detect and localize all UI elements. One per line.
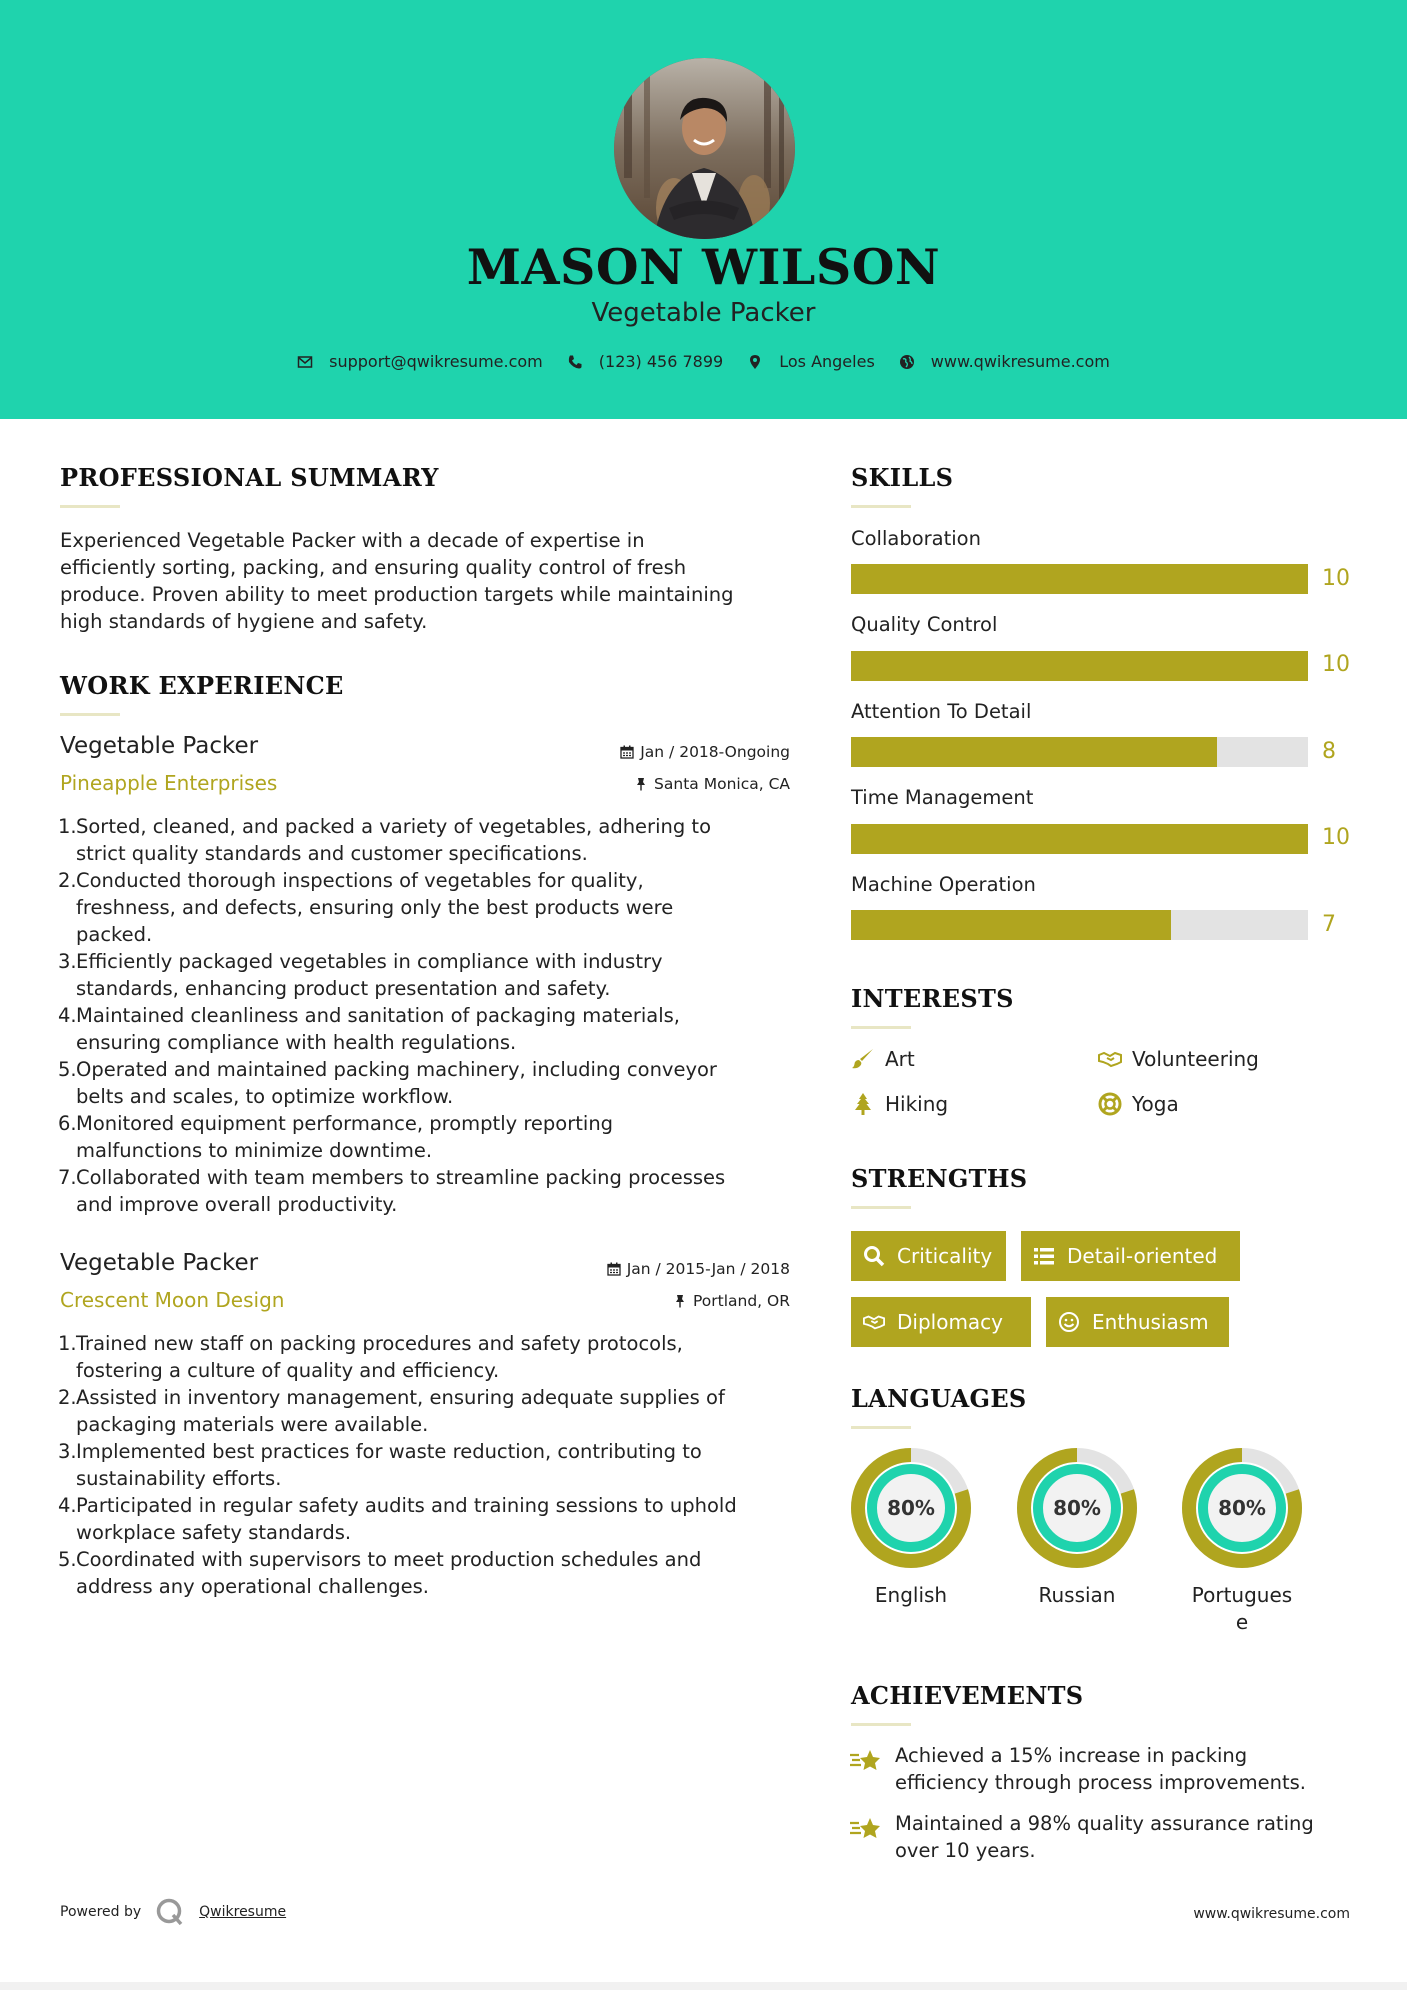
shooting-star-icon bbox=[849, 1814, 883, 1844]
interests-heading-rule bbox=[851, 1026, 911, 1029]
list-item bbox=[58, 948, 798, 1002]
list-line: Collaborated with team members to streamline packing processes bbox=[76, 1166, 726, 1189]
list-item bbox=[58, 1492, 798, 1546]
list-line: strict quality standards and customer specifications. bbox=[76, 842, 588, 865]
list-item bbox=[58, 1546, 798, 1600]
list-item bbox=[58, 867, 798, 948]
contact-website-text: www.qwikresume.com bbox=[930, 352, 1110, 371]
smile-icon bbox=[1058, 1311, 1080, 1333]
interests-heading: INTERESTS bbox=[851, 984, 1014, 1013]
phone-icon bbox=[567, 354, 583, 370]
job-location-text: Santa Monica, CA bbox=[654, 775, 790, 793]
calendar-icon bbox=[607, 1262, 621, 1276]
language-gauge bbox=[1181, 1447, 1303, 1569]
job-location-text: Portland, OR bbox=[692, 1292, 790, 1310]
strength-tag bbox=[851, 1297, 1031, 1347]
experience-heading: WORK EXPERIENCE bbox=[60, 671, 344, 700]
list-line: Efficiently packaged vegetables in compliance with industry bbox=[76, 950, 663, 973]
summary-line: produce. Proven ability to meet production targets while maintaining bbox=[60, 583, 734, 606]
envelope-icon bbox=[297, 354, 313, 370]
list-number: 5. bbox=[58, 1548, 77, 1571]
search-icon bbox=[863, 1245, 885, 1267]
powered-by-text: Powered by bbox=[60, 1904, 142, 1920]
calendar-icon bbox=[620, 745, 634, 759]
life-ring-icon bbox=[1098, 1092, 1122, 1116]
shooting-star-icon bbox=[849, 1746, 883, 1776]
achievement-line: efficiency through process improvements. bbox=[895, 1771, 1306, 1794]
achievements-heading-rule bbox=[851, 1723, 911, 1726]
skills-heading-rule bbox=[851, 505, 911, 508]
pushpin-icon bbox=[673, 1294, 687, 1308]
list-item bbox=[58, 1110, 798, 1164]
achievement-line: Achieved a 15% increase in packing bbox=[895, 1744, 1248, 1767]
list-line: Assisted in inventory management, ensuring adequate supplies of bbox=[76, 1386, 725, 1409]
achievement-item bbox=[849, 1742, 1306, 1796]
list-line: Operated and maintained packing machinery, including conveyor bbox=[76, 1058, 717, 1081]
language-ring-svg bbox=[1016, 1447, 1138, 1569]
strength-label: Enthusiasm bbox=[1092, 1310, 1209, 1334]
list-item bbox=[58, 1330, 798, 1384]
job-title: Vegetable Packer bbox=[60, 733, 259, 759]
strength-label: Criticality bbox=[897, 1244, 993, 1268]
list-line: Trained new staff on packing procedures and safety protocols, bbox=[76, 1332, 683, 1355]
interest-label: Hiking bbox=[885, 1092, 949, 1116]
interest-item bbox=[1098, 1047, 1259, 1071]
language-percent-label: 80% bbox=[887, 1496, 935, 1520]
job-responsibilities bbox=[58, 1330, 798, 1600]
list-line: Coordinated with supervisors to meet production schedules and bbox=[76, 1548, 702, 1571]
summary-heading-rule bbox=[60, 505, 120, 508]
candidate-role: Vegetable Packer bbox=[591, 298, 816, 328]
list-line: belts and scales, to optimize workflow. bbox=[76, 1085, 454, 1108]
experience-heading-rule bbox=[60, 713, 120, 716]
contact-website[interactable] bbox=[899, 352, 1110, 371]
footer-powered-by bbox=[60, 1897, 286, 1927]
list-line: packed. bbox=[76, 923, 153, 946]
job-company: Crescent Moon Design bbox=[60, 1288, 285, 1312]
interest-label: Art bbox=[885, 1047, 915, 1071]
list-number: 6. bbox=[58, 1112, 77, 1135]
list-number: 1. bbox=[58, 815, 77, 838]
skill-label: Time Management bbox=[851, 786, 1034, 809]
skill-value: 8 bbox=[1322, 739, 1336, 764]
language-gauge bbox=[1016, 1447, 1138, 1569]
interest-label: Yoga bbox=[1132, 1092, 1179, 1116]
handshake-icon bbox=[863, 1311, 885, 1333]
list-line: and improve overall productivity. bbox=[76, 1193, 398, 1216]
list-number: 4. bbox=[58, 1494, 77, 1517]
strengths-heading: STRENGTHS bbox=[851, 1164, 1028, 1193]
contact-email[interactable] bbox=[297, 352, 543, 371]
list-number: 1. bbox=[58, 1332, 77, 1355]
qwikresume-link[interactable]: Qwikresume bbox=[199, 1904, 287, 1920]
list-line: Conducted thorough inspections of vegetables for quality, bbox=[76, 869, 644, 892]
summary-text bbox=[60, 527, 734, 635]
skill-bar-fill bbox=[851, 824, 1308, 854]
list-line: ensuring compliance with health regulations. bbox=[76, 1031, 517, 1054]
contact-email-text: support@qwikresume.com bbox=[329, 352, 543, 371]
skill-bar-track bbox=[851, 737, 1308, 767]
list-line: workplace safety standards. bbox=[76, 1521, 352, 1544]
contact-location-text: Los Angeles bbox=[779, 352, 875, 371]
strength-tag bbox=[1021, 1231, 1240, 1281]
candidate-name: MASON WILSON bbox=[466, 238, 941, 296]
achievement-line: Maintained a 98% quality assurance rating bbox=[895, 1812, 1314, 1835]
list-number: 7. bbox=[58, 1166, 77, 1189]
languages-heading: LANGUAGES bbox=[851, 1384, 1027, 1413]
summary-line: efficiently sorting, packing, and ensuring quality control of fresh bbox=[60, 556, 687, 579]
list-line: address any operational challenges. bbox=[76, 1575, 429, 1598]
globe-icon bbox=[899, 354, 915, 370]
qwikresume-logo-icon bbox=[155, 1897, 185, 1927]
list-line: packaging materials were available. bbox=[76, 1413, 429, 1436]
achievement-text bbox=[895, 1810, 1314, 1864]
language-name: Russian bbox=[1038, 1583, 1116, 1607]
skill-bar-fill bbox=[851, 910, 1171, 940]
footer-website[interactable]: www.qwikresume.com bbox=[1193, 1906, 1350, 1922]
achievement-line: over 10 years. bbox=[895, 1839, 1036, 1862]
achievement-text bbox=[895, 1742, 1306, 1796]
list-item bbox=[58, 1164, 798, 1218]
skill-label: Collaboration bbox=[851, 527, 981, 550]
list-item bbox=[58, 1002, 798, 1056]
job-responsibilities bbox=[58, 813, 798, 1218]
list-item bbox=[58, 1438, 798, 1492]
skill-bar-fill bbox=[851, 651, 1308, 681]
job-location bbox=[673, 1292, 790, 1310]
contact-phone[interactable] bbox=[567, 352, 723, 371]
interest-label: Volunteering bbox=[1132, 1047, 1259, 1071]
list-number: 3. bbox=[58, 1440, 77, 1463]
interest-item bbox=[851, 1092, 948, 1116]
job-title: Vegetable Packer bbox=[60, 1250, 259, 1276]
list-line: fostering a culture of quality and efficiency. bbox=[76, 1359, 500, 1382]
achievement-item bbox=[849, 1810, 1314, 1864]
list-item bbox=[58, 1384, 798, 1438]
skill-value: 10 bbox=[1322, 566, 1350, 591]
skills-heading: SKILLS bbox=[851, 463, 954, 492]
strength-tag bbox=[851, 1231, 1006, 1281]
skill-value: 10 bbox=[1322, 825, 1350, 850]
job-date-text: Jan / 2018-Ongoing bbox=[640, 743, 790, 761]
skill-value: 10 bbox=[1322, 652, 1350, 677]
contact-location bbox=[747, 352, 875, 371]
language-name: English bbox=[874, 1583, 948, 1607]
skill-bar-track bbox=[851, 651, 1308, 681]
job-date-text: Jan / 2015-Jan / 2018 bbox=[626, 1260, 790, 1278]
interest-item bbox=[1098, 1092, 1179, 1116]
skill-label: Machine Operation bbox=[851, 873, 1036, 896]
skill-bar-fill bbox=[851, 564, 1308, 594]
paintbrush-icon bbox=[851, 1047, 875, 1071]
summary-line: high standards of hygiene and safety. bbox=[60, 610, 428, 633]
list-line: Participated in regular safety audits and training sessions to uphold bbox=[76, 1494, 737, 1517]
skill-bar-fill bbox=[851, 737, 1217, 767]
contact-phone-text: (123) 456 7899 bbox=[598, 352, 724, 371]
list-line: Sorted, cleaned, and packed a variety of vegetables, adhering to bbox=[76, 815, 711, 838]
map-marker-icon bbox=[747, 354, 763, 370]
language-name bbox=[1181, 1582, 1303, 1636]
list-line: malfunctions to minimize downtime. bbox=[76, 1139, 433, 1162]
language-percent-label: 80% bbox=[1053, 1496, 1101, 1520]
bottom-band bbox=[0, 1982, 1407, 1990]
interest-item bbox=[851, 1047, 915, 1071]
strengths-heading-rule bbox=[851, 1206, 911, 1209]
list-line: Maintained cleanliness and sanitation of packaging materials, bbox=[76, 1004, 680, 1027]
skill-label: Attention To Detail bbox=[851, 700, 1032, 723]
language-ring-svg bbox=[1181, 1447, 1303, 1569]
strength-tag bbox=[1046, 1297, 1229, 1347]
list-line: Implemented best practices for waste reduction, contributing to bbox=[76, 1440, 702, 1463]
job-date bbox=[620, 743, 790, 761]
job-company: Pineapple Enterprises bbox=[60, 771, 278, 795]
language-name-line: e bbox=[1235, 1610, 1249, 1634]
skill-label: Quality Control bbox=[851, 613, 998, 636]
skill-bar-track bbox=[851, 824, 1308, 854]
list-number: 4. bbox=[58, 1004, 77, 1027]
contact-bar bbox=[0, 352, 1407, 371]
list-number: 5. bbox=[58, 1058, 77, 1081]
job-location bbox=[634, 775, 790, 793]
handshake-icon bbox=[1098, 1047, 1122, 1071]
list-line: standards, enhancing product presentation and safety. bbox=[76, 977, 611, 1000]
skill-bar-track bbox=[851, 564, 1308, 594]
header-banner bbox=[0, 0, 1407, 419]
language-ring-svg bbox=[850, 1447, 972, 1569]
list-item bbox=[58, 813, 798, 867]
list-number: 3. bbox=[58, 950, 77, 973]
language-gauge bbox=[850, 1447, 972, 1569]
list-line: sustainability efforts. bbox=[76, 1467, 282, 1490]
summary-heading: PROFESSIONAL SUMMARY bbox=[60, 463, 439, 492]
strength-label: Detail-oriented bbox=[1067, 1244, 1218, 1268]
list-number: 2. bbox=[58, 1386, 77, 1409]
list-item bbox=[58, 1056, 798, 1110]
avatar bbox=[614, 58, 795, 239]
job-date bbox=[607, 1260, 790, 1278]
languages-heading-rule bbox=[851, 1426, 911, 1429]
list-line: freshness, and defects, ensuring only the best products were bbox=[76, 896, 674, 919]
list-icon bbox=[1033, 1245, 1055, 1267]
strength-label: Diplomacy bbox=[897, 1310, 1004, 1334]
list-line: Monitored equipment performance, promptly reporting bbox=[76, 1112, 614, 1135]
language-name-line: Portugues bbox=[1191, 1583, 1293, 1607]
achievements-heading: ACHIEVEMENTS bbox=[851, 1681, 1084, 1710]
pushpin-icon bbox=[634, 777, 648, 791]
language-percent-label: 80% bbox=[1218, 1496, 1266, 1520]
skill-bar-track bbox=[851, 910, 1308, 940]
tree-icon bbox=[851, 1092, 875, 1116]
summary-line: Experienced Vegetable Packer with a decade of expertise in bbox=[60, 529, 645, 552]
skill-value: 7 bbox=[1322, 912, 1336, 937]
list-number: 2. bbox=[58, 869, 77, 892]
